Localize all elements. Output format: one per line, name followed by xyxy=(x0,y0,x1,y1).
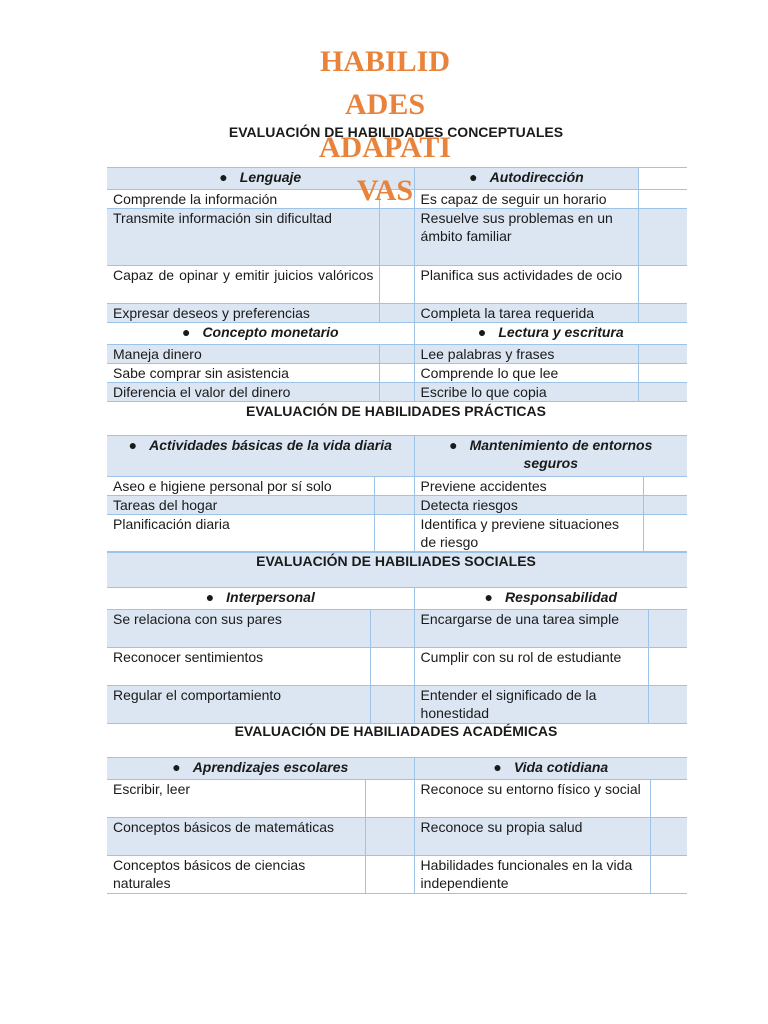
table-cell: Reconoce su entorno físico y social xyxy=(414,780,651,818)
column-header: ● Autodirección xyxy=(414,168,639,190)
column-header: ● Actividades básicas de la vida diaria xyxy=(107,436,414,477)
table-cell: Comprende la información xyxy=(107,190,380,209)
section-title-social: EVALUACIÓN DE HABILIADES SOCIALES xyxy=(256,553,536,569)
table-cell: Entender el significado de la honestidad xyxy=(414,686,649,724)
table-row xyxy=(107,477,687,496)
column-header: ● Aprendizajes escolares xyxy=(107,758,414,780)
table-cell: Es capaz de seguir un horario xyxy=(414,190,639,209)
table-cell: Previene accidentes xyxy=(414,477,644,496)
table-cell: Completa la tarea requerida xyxy=(414,304,639,323)
table-row xyxy=(107,856,687,894)
table-cell: Conceptos básicos de ciencias naturales xyxy=(107,856,366,894)
table-row xyxy=(107,686,687,724)
practical-table xyxy=(107,435,687,553)
table-cell: Encargarse de una tarea simple xyxy=(414,610,649,648)
table-cell: Maneja dinero xyxy=(107,345,380,364)
column-header: ● Mantenimiento de entornos seguros xyxy=(414,436,687,477)
table-row xyxy=(107,780,687,818)
table-cell: Cumplir con su rol de estudiante xyxy=(414,648,649,686)
table-cell: Reconoce su propia salud xyxy=(414,818,651,856)
table-cell: Tareas del hogar xyxy=(107,496,375,515)
table-cell: Aseo e higiene personal por sí solo xyxy=(107,477,375,496)
table-cell: Se relaciona con sus pares xyxy=(107,610,371,648)
table-row xyxy=(107,364,687,383)
table-row xyxy=(107,266,687,304)
table-cell: Resuelve sus problemas en un ámbito familiar xyxy=(414,209,639,266)
table-cell: Comprende lo que lee xyxy=(414,364,639,383)
table-cell: Habilidades funcionales en la vida independiente xyxy=(414,856,651,894)
table-row xyxy=(107,345,687,364)
table-row xyxy=(107,496,687,515)
table-row xyxy=(107,648,687,686)
table-header-row xyxy=(107,323,687,345)
table-cell: Sabe comprar sin asistencia xyxy=(107,364,380,383)
table-header-row xyxy=(107,758,687,780)
table-header-row xyxy=(107,588,687,610)
table-cell: Transmite información sin dificultad xyxy=(107,209,380,266)
table-header-row xyxy=(107,436,687,477)
column-header: ● Interpersonal xyxy=(107,588,414,610)
table-cell: Escribir, leer xyxy=(107,780,366,818)
section-title-conceptual: EVALUACIÓN DE HABILIDADES CONCEPTUALES xyxy=(228,124,564,140)
section-title-practical: EVALUACIÓN DE HABILIDADES PRÁCTICAS xyxy=(246,403,546,419)
section-title-academic: EVALUACIÓN DE HABILIADADES ACADÉMICAS xyxy=(234,723,558,739)
column-header: ● Lenguaje xyxy=(107,168,414,190)
table-row xyxy=(107,304,687,323)
table-cell: Diferencia el valor del dinero xyxy=(107,383,380,402)
column-header: ● Vida cotidiana xyxy=(414,758,687,780)
table-row xyxy=(107,515,687,553)
table-cell: Lee palabras y frases xyxy=(414,345,639,364)
table-cell: Escribe lo que copia xyxy=(414,383,639,402)
column-header: ● Lectura y escritura xyxy=(414,323,687,345)
academic-table xyxy=(107,757,687,894)
table-cell: Detecta riesgos xyxy=(414,496,644,515)
table-cell: Reconocer sentimientos xyxy=(107,648,371,686)
table-cell: Conceptos básicos de matemáticas xyxy=(107,818,366,856)
column-header: ● Concepto monetario xyxy=(107,323,414,345)
table-cell: Regular el comportamiento xyxy=(107,686,371,724)
table-cell: Planificación diaria xyxy=(107,515,375,553)
table-cell: Planifica sus actividades de ocio xyxy=(414,266,639,304)
table-row xyxy=(107,610,687,648)
social-table xyxy=(107,587,687,724)
table-cell: Capaz de opinar y emitir juicios valóricos xyxy=(107,266,380,304)
table-cell: Identifica y previene situaciones de riesgo xyxy=(414,515,644,553)
column-header: ● Responsabilidad xyxy=(414,588,687,610)
table-row xyxy=(107,383,687,402)
document-title: HABILID ADES ADAPATI VAS xyxy=(318,45,452,207)
table-row xyxy=(107,209,687,266)
table-cell: Expresar deseos y preferencias xyxy=(107,304,380,323)
table-row xyxy=(107,818,687,856)
